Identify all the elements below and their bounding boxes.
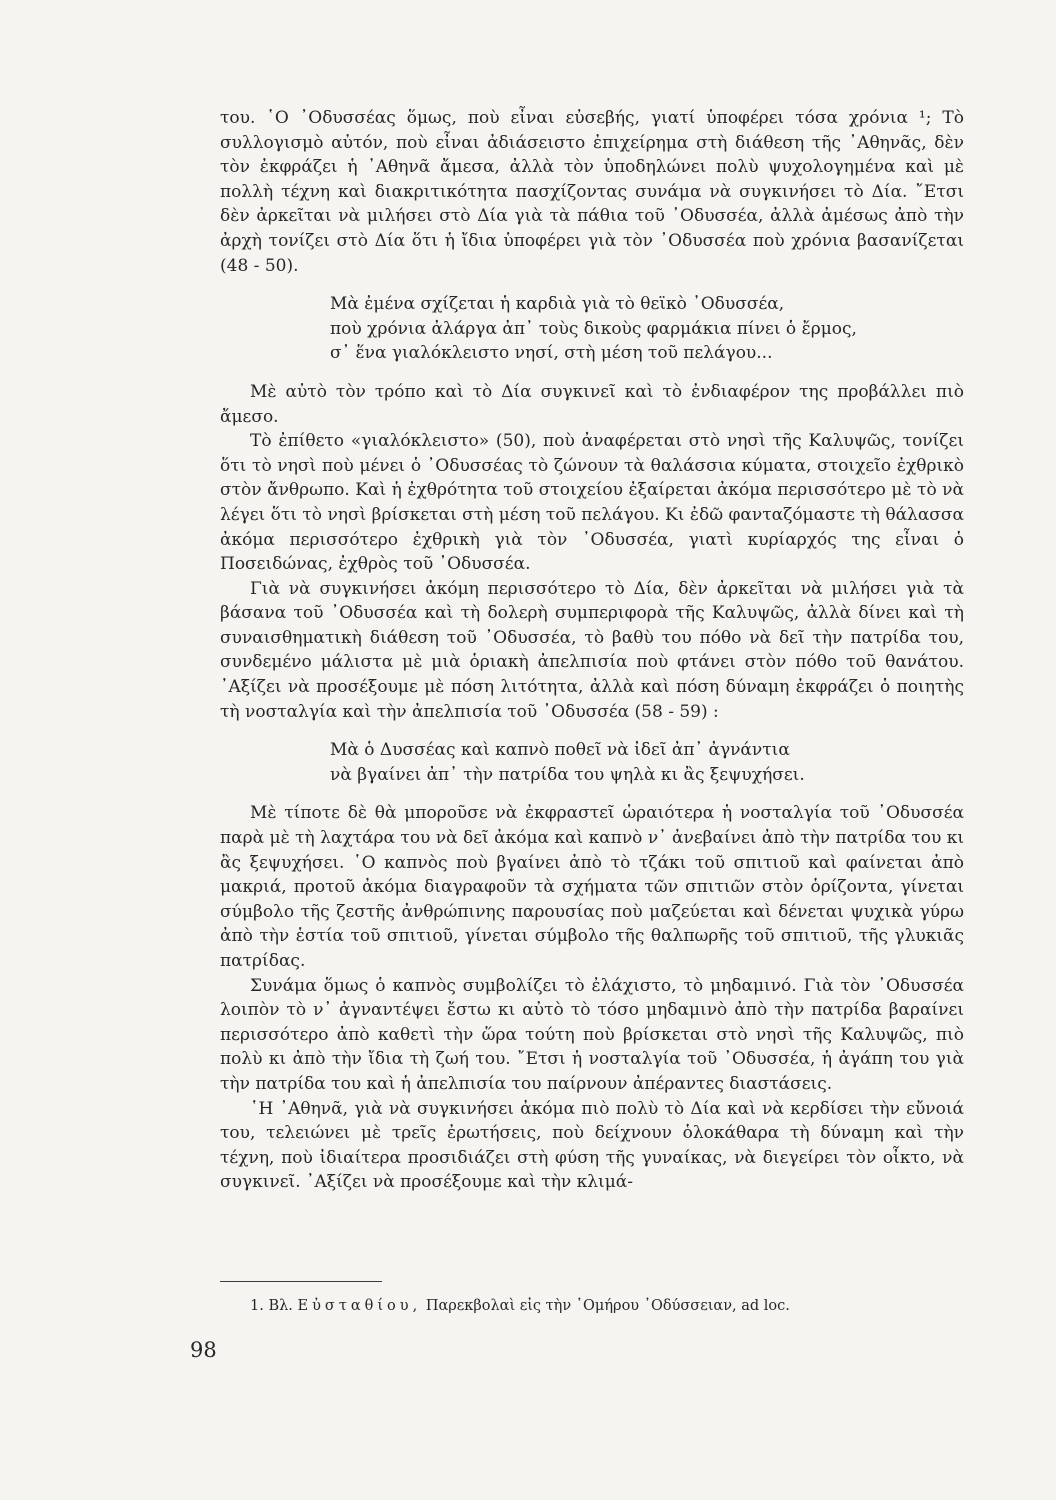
verse-line: νὰ βγαίνει ἀπ᾿ τὴν πατρίδα του ψηλὰ κι ἂς ξεψυχήσει. xyxy=(330,764,805,785)
paragraph: Τὸ ἐπίθετο «γιαλόκλειστο» (50), ποὺ ἀναφέρεται στὸ νησὶ τῆς Καλυψῶς, τονίζει ὅτι τὸ νησὶ ποὺ μένει ὁ ᾿Οδυσσέας τὸ ζώνουν τὰ θαλάσσια κύματα, στοιχεῖο ἐχθρικὸ στὸν ἄνθρωπο. Καὶ ἡ ἐχθρότητα τοῦ στοιχείου ἐξαίρεται ἀκόμα περισσότερο μὲ τὸ νὰ λέγει ὅτι τὸ νησὶ βρίσκεται στὴ μέση τοῦ πελάγου. Κι ἐδῶ φανταζόμαστε τὴ θάλασσα ἀκόμα περισσότερο ἐχθρικὴ γιὰ τὸν ᾿Οδυσσέα, γιατὶ κυρίαρχός της εἶναι ὁ Ποσειδώνας, ἐχθρὸς τοῦ ᾿Οδυσσέα. xyxy=(220,431,964,575)
paragraph: Μὲ αὐτὸ τὸν τρόπο καὶ τὸ Δία συγκινεῖ καὶ τὸ ἐνδιαφέρον της προβάλλει πιὸ ἄμεσο. xyxy=(220,381,964,427)
verse-line: Μὰ ἐμένα σχίζεται ἡ καρδιὰ γιὰ τὸ θεϊκὸ ᾿Οδυσσέα, xyxy=(330,294,785,315)
footnote-rule xyxy=(220,1281,382,1282)
verse-quote-1 xyxy=(330,292,964,366)
paragraph: Συνάμα ὅμως ὁ καπνὸς συμβολίζει τὸ ἐλάχιστο, τὸ μηδαμινό. Γιὰ τὸν ᾿Οδυσσέα λοιπὸν τὸ ν᾿ ἀγναντέψει ἔστω κι αὐτὸ τὸ τόσο μηδαμινὸ ἀπὸ τὴν πατρίδα βαραίνει περισσότερο ἀπὸ καθετὶ τὴν ὥρα τούτη ποὺ βρίσκεται στὸ νησὶ τῆς Καλυψῶς, πιὸ πολὺ κι ἀπὸ τὴν ἴδια τὴ ζωή του. ῎Ετσι ἡ νοσταλγία τοῦ ᾿Οδυσσέα, ἡ ἀγάπη του γιὰ τὴν πατρίδα του καὶ ἡ ἀπελπισία του παίρνουν ἀπέραντες διαστάσεις. xyxy=(220,975,964,1094)
footnote-marker: 1. Βλ. xyxy=(250,1298,293,1314)
footnote xyxy=(250,1296,950,1316)
footnote-text: Παρεκβολαὶ εἰς τὴν ῾Ομήρου ᾿Οδύσσειαν, ad loc. xyxy=(425,1298,790,1314)
verse-line: Μὰ ὁ Δυσσέας καὶ καπνὸ ποθεῖ νὰ ἰδεῖ ἀπ᾿ ἀγνάντια xyxy=(330,740,790,761)
page-number: 98 xyxy=(190,1338,217,1362)
paragraph: Γιὰ νὰ συγκινήσει ἀκόμη περισσότερο τὸ Δία, δὲν ἀρκεῖται νὰ μιλήσει γιὰ τὰ βάσανα τοῦ ᾿Οδυσσέα καὶ τὴ δολερὴ συμπεριφορὰ τῆς Καλυψῶς, ἀλλὰ δίνει καὶ τὴ συναισθηματικὴ διάθεση τοῦ ᾿Οδυσσέα, τὸ βαθὺ του πόθο νὰ δεῖ τὴν πατρίδα του, συνδεμένο μάλιστα μὲ μιὰ ὁριακὴ ἀπελπισία ποὺ φτάνει στὸν πόθο τοῦ θανάτου. ᾿Αξίζει νὰ προσέξουμε μὲ πόση λιτότητα, ἀλλὰ καὶ πόση δύναμη ἐκφράζει ὁ ποιητὴς τὴ νοσταλγία καὶ τὴν ἀπελπισία τοῦ ᾿Οδυσσέα (58 - 59) : xyxy=(220,578,964,722)
paragraph: ῾Η ᾿Αθηνᾶ, γιὰ νὰ συγκινήσει ἀκόμα πιὸ πολὺ τὸ Δία καὶ νὰ κερδίσει τὴν εὔνοιά του, τελειώνει μὲ τρεῖς ἐρωτήσεις, ποὺ δείχνουν ὁλοκάθαρα τὴ δύναμη καὶ τὴν τέχνη, ποὺ ἰδιαίτερα προσιδιάζει στὴ φύση τῆς γυναίκας, νὰ διεγείρει τὸν οἶκτο, νὰ συγκινεῖ. ᾿Αξίζει νὰ προσέξουμε καὶ τὴν κλιμά- xyxy=(220,1098,964,1193)
main-text xyxy=(220,106,964,1195)
verse-line: ποὺ χρόνια ἀλάργα ἀπ᾿ τοὺς δικοὺς φαρμάκια πίνει ὁ ἔρμος, xyxy=(330,318,857,339)
footnote-author: Εὐσταθίου, xyxy=(297,1298,422,1314)
verse-line: σ᾿ ἕνα γιαλόκλειστο νησί, στὴ μέση τοῦ πελάγου... xyxy=(330,343,773,364)
paragraph: Μὲ τίποτε δὲ θὰ μποροῦσε νὰ ἐκφραστεῖ ὡραιότερα ἡ νοσταλγία τοῦ ᾿Οδυσσέα παρὰ μὲ τὴ λαχτάρα του νὰ δεῖ ἀκόμα καὶ καπνὸ ν᾿ ἀνεβαίνει ἀπὸ τὴν πατρίδα του κι ἂς ξεψυχήσει. ῾Ο καπνὸς ποὺ βγαίνει ἀπὸ τὸ τζάκι τοῦ σπιτιοῦ καὶ φαίνεται ἀπὸ μακριά, προτοῦ ἀκόμα διαγραφοῦν τὰ σχήματα τῶν σπιτιῶν στὸν ὁρίζοντα, γίνεται σύμβολο τῆς ζεστῆς ἀνθρώπινης παρουσίας ποὺ μαζεύεται καὶ δένεται ψυχικὰ γύρω ἀπὸ τὴν ἑστία τοῦ σπιτιοῦ, γίνεται σύμβολο τῆς θαλπωρῆς τοῦ σπιτιοῦ, τῆς γλυκιᾶς πατρίδας. xyxy=(220,803,964,971)
paragraph: του. ῾Ο ᾿Οδυσσέας ὅμως, ποὺ εἶναι εὐσεβής, γιατί ὑποφέρει τόσα χρόνια ¹; Τὸ συλλογισμὸ αὐτόν, ποὺ εἶναι ἀδιάσειστο ἐπιχείρημα στὴ διάθεση τῆς ᾿Αθηνᾶς, δὲν τὸν ἐκφράζει ἡ ᾿Αθηνᾶ ἄμεσα, ἀλλὰ τὸν ὑποδηλώνει πολὺ ψυχολογημένα καὶ μὲ πολλὴ τέχνη καὶ διακριτικότητα πασχίζοντας συνάμα νὰ συγκινήσει τὸ Δία. ῎Ετσι δὲν ἀρκεῖται νὰ μιλήσει στὸ Δία γιὰ τὰ πάθια τοῦ ᾿Οδυσσέα, ἀλλὰ ἀμέσως ἀπὸ τὴν ἀρχὴ τονίζει στὸ Δία ὅτι ἡ ἴδια ὑποφέρει γιὰ τὸν ᾿Οδυσσέα ποὺ χρόνια βασανίζεται (48 - 50). xyxy=(220,108,964,276)
verse-quote-2 xyxy=(330,738,964,787)
